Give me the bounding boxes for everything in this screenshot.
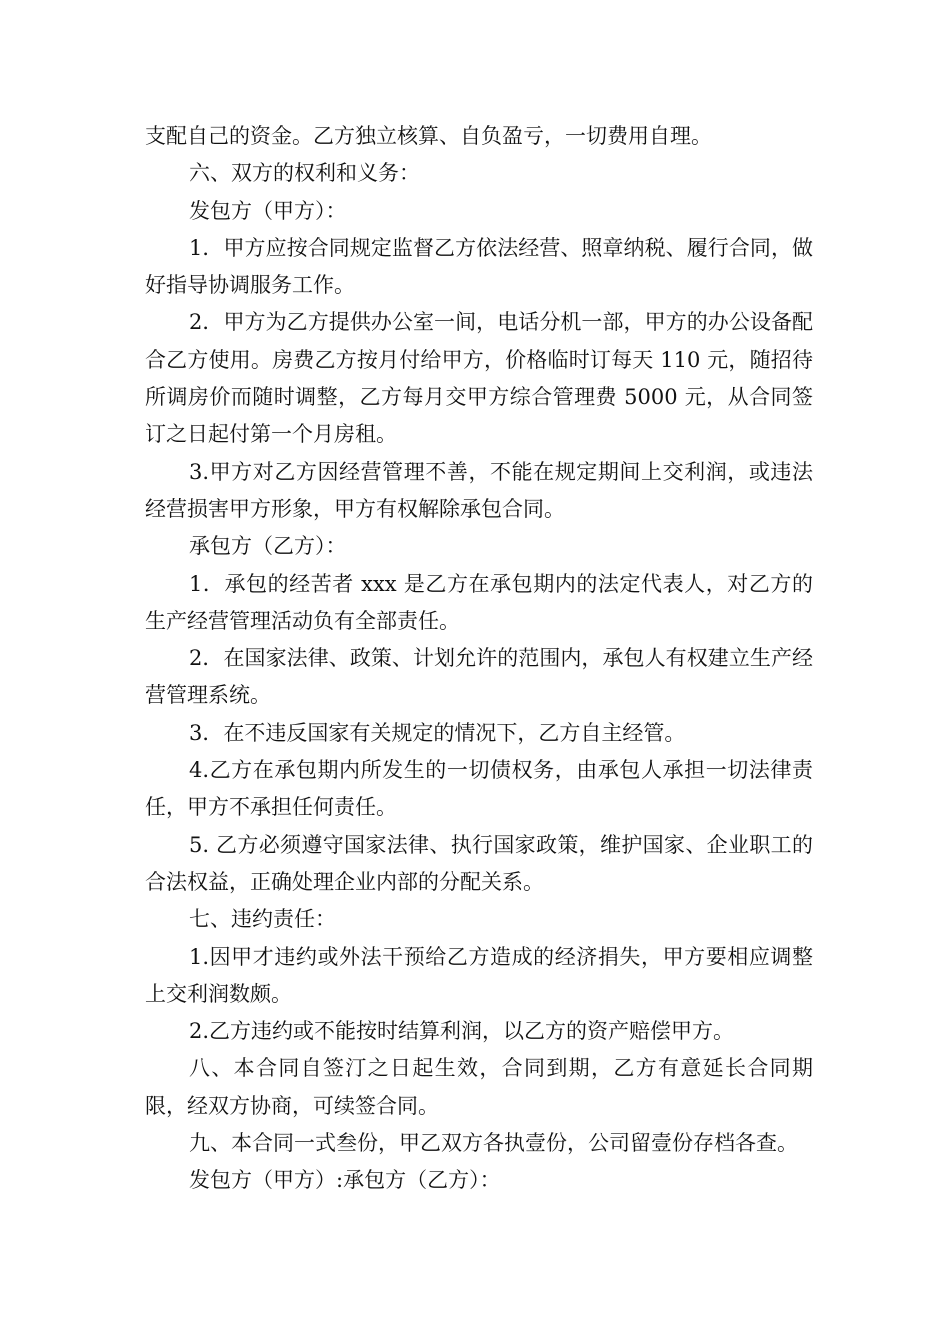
party-heading-contractor-b: 承包方（乙方）： <box>189 534 347 559</box>
breach-clause-1: 1.因甲才违约或外法干预给乙方造成的经济捐失，甲方要相应调整上交利润数颇。 <box>145 944 813 1006</box>
clause-a-3: 3.甲方对乙方因经营管理不善，不能在规定期间上交利润，或违法经营损害甲方形象，甲方有权解除承包合同。 <box>145 459 813 521</box>
party-heading-contractor-a: 发包方（甲方）： <box>189 198 347 223</box>
clause-b-3: 3．在不违反国家有关规定的情况下，乙方自主经管。 <box>189 720 686 745</box>
breach-clause-2: 2.乙方违约或不能按时结算利润，以乙方的资产赔偿甲方。 <box>189 1019 735 1044</box>
signature-line: 发包方（甲方）:承包方（乙方）： <box>189 1168 501 1193</box>
clause-b-2: 2．在国家法律、政策、计划允许的范围内，承包人有权建立生产经营管理系统。 <box>145 646 813 708</box>
clause-b-5: 5. 乙方必须遵守国家法律、执行国家政策，维护国家、企业职工的合法权益，正确处理企业内部的分配关系。 <box>145 832 813 894</box>
clause-a-2: 2．甲方为乙方提供办公室一间，电话分机一部，甲方的办公设备配合乙方使用。房费乙方按月付给甲方，价格临时订每天 110 元，随招待所调房价而随时调整，乙方每月交甲方综合管理费 5000 元，从合同签订之日起付第一个月房租。 <box>145 310 813 447</box>
section-heading-breach: 七、违约责任： <box>189 907 336 932</box>
section-heading-rights-obligations: 六、双方的权利和义务： <box>189 161 420 186</box>
clause-b-4: 4.乙方在承包期内所发生的一切债权务，由承包人承担一切法律责任，甲方不承担任何责任。 <box>145 758 813 820</box>
clause-a-1: 1．甲方应按合同规定监督乙方依法经营、照章纳税、履行合同，做好指导协调服务工作。 <box>145 235 813 298</box>
clause-b-1: 1．承包的经苦者 xxx 是乙方在承包期内的法定代表人，对乙方的生产经营管理活动负有全部责任。 <box>145 571 813 633</box>
section-copies: 九、本合同一式叁份，甲乙双方各执壹份，公司留壹份存档各查。 <box>189 1131 798 1156</box>
section-effective-date: 八、本合同自签汀之日起生效，合同到期，乙方有意延长合同期限，经双方协商，可续签合同。 <box>145 1056 813 1118</box>
paragraph-continuation: 支配自己的资金。乙方独立核算、自负盈亏，一切费用自理。 <box>145 124 712 148</box>
contract-body <box>145 118 813 1200</box>
